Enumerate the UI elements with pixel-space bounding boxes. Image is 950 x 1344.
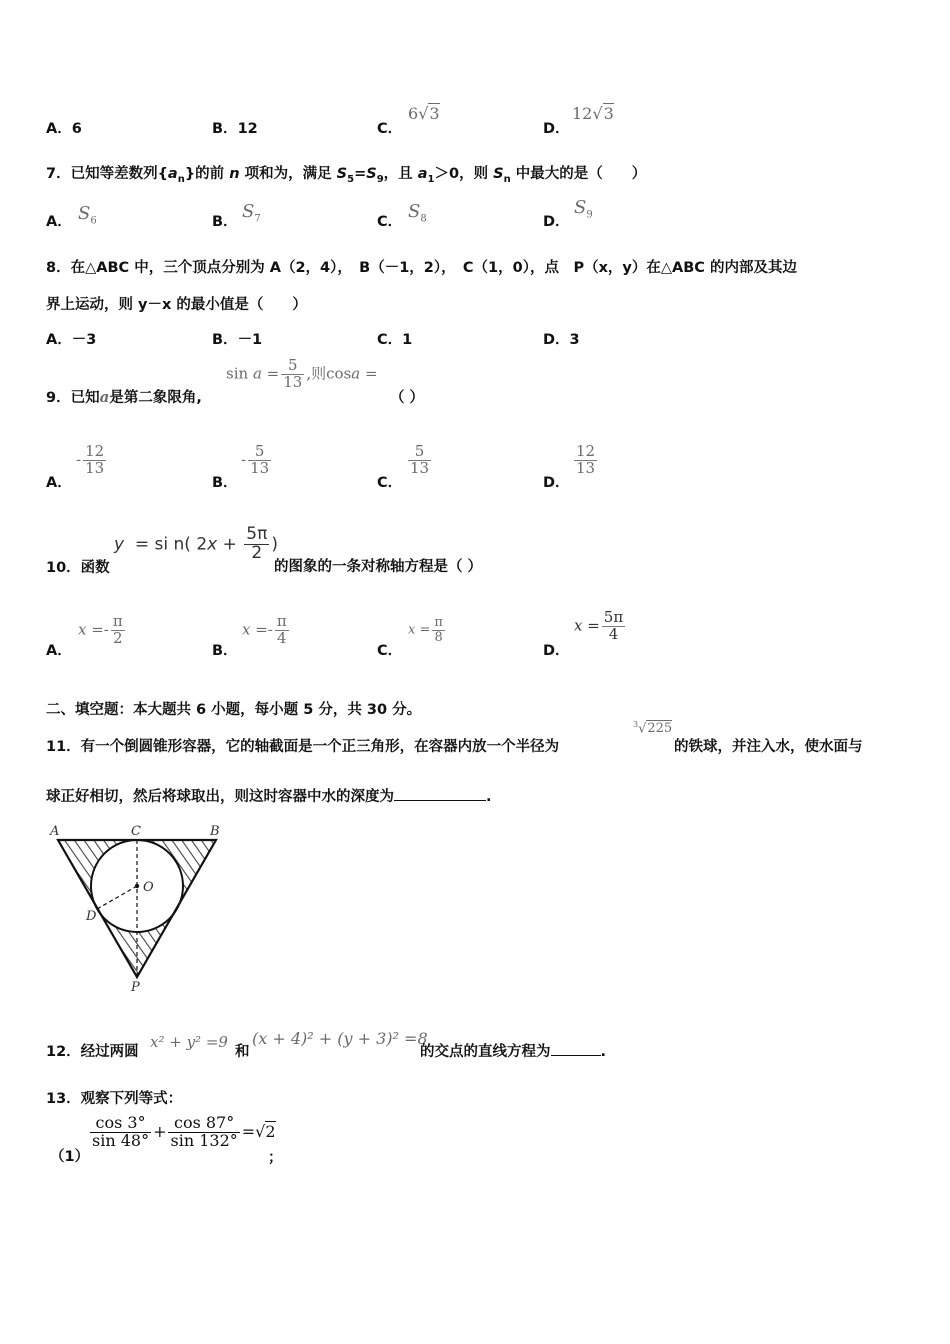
q8-option-c: C．1 — [377, 332, 413, 348]
q8-stem-line2: 界上运动，则 y－x 的最小值是（ ） — [46, 297, 307, 313]
q10-option-b-label: B． — [212, 643, 238, 659]
q13-equation-1: $\frac{\cos 3^\circ}{\sin 48^\circ}$ + $\frac{\cos 87^\circ}{\sin 132^\circ}$ =√2 — [92, 1113, 276, 1150]
label-D: D — [86, 909, 97, 924]
q10-option-c-label: C． — [377, 643, 403, 659]
q11-line1-a: 11．有一个倒圆锥形容器，它的轴截面是一个正三角形，在容器内放一个半径为 — [46, 739, 560, 755]
q6-option-d-label: D． — [543, 121, 570, 137]
q7-option-a-label: A． — [46, 214, 72, 230]
q10-option-a-label: A． — [46, 643, 72, 659]
center-point — [135, 884, 139, 888]
q13-item-1: （1） — [50, 1149, 90, 1165]
q10-prefix: 10．函数 — [46, 560, 110, 576]
q6-option-c-label: C． — [377, 121, 403, 137]
q6-option-b: B．12 — [212, 121, 258, 137]
q9-option-a: - $\frac{12}{13}$ — [76, 442, 105, 477]
q6-option-a: A．6 — [46, 121, 82, 137]
q10-suffix: 的图象的一条对称轴方程是（ ） — [274, 559, 483, 575]
q6-option-d-value: 12√3 — [572, 104, 614, 123]
q9-stem: 9．已知a是第二象限角, — [46, 388, 202, 406]
label-A: A — [50, 824, 60, 839]
q7-option-b: $S_7$ — [242, 201, 261, 225]
q12-answer-blank[interactable] — [551, 1055, 601, 1056]
q9-option-c-label: C． — [377, 475, 403, 491]
q9-option-b: - $\frac{5}{13}$ — [241, 442, 270, 477]
q7-stem: 7．已知等差数列$\{a_n\}$的前 n 项和为，满足 $S_5=S_9$，且 $a_1>0$，则 $S_n$ 中最大的是（ ） — [46, 166, 647, 185]
q9-option-d: $\frac{12}{13}$ — [576, 442, 596, 477]
q8-option-d: D．3 — [543, 332, 580, 348]
q7-option-b-label: B． — [212, 214, 238, 230]
q10-option-d: x = $\frac{5\pi}{4}$ — [574, 608, 624, 643]
q11-line1-b: 的铁球，并注入水，使水面与 — [674, 739, 863, 755]
q12-suffix: 的交点的直线方程为 . — [420, 1044, 607, 1060]
q9-option-a-label: A． — [46, 475, 72, 491]
q7-option-c: $S_8$ — [408, 201, 427, 225]
q8-option-b: B．－1 — [212, 332, 263, 348]
q11-cone-figure — [40, 820, 240, 998]
q10-function: y = si n( 2x + $\frac{5\pi}{2}$ ) — [114, 524, 278, 563]
section-2-heading: 二、填空题：本大题共 6 小题，每小题 5 分，共 30 分。 — [46, 702, 422, 718]
q7-option-d-label: D． — [543, 214, 570, 230]
label-O: O — [143, 880, 154, 895]
q10-option-c: x = $\frac{\pi}{8}$ — [408, 615, 443, 645]
q12-and: 和 — [235, 1044, 250, 1060]
q9-option-c: $\frac{5}{13}$ — [410, 442, 430, 477]
q9-option-d-label: D． — [543, 475, 570, 491]
label-P: P — [131, 980, 140, 995]
q13-semicolon: ； — [268, 1150, 283, 1166]
q8-stem-line1: 8．在△ABC 中，三个顶点分别为 A（2，4）， B（－1，2）， C（1，0），点 P（x，y）在△ABC 的内部及其边 — [46, 260, 797, 276]
q7-option-a: $S_6$ — [78, 203, 97, 227]
q10-option-b: x =- $\frac{\pi}{4}$ — [242, 612, 287, 647]
q10-option-a: x =- $\frac{\pi}{2}$ — [78, 612, 123, 647]
q9-option-b-label: B． — [212, 475, 238, 491]
q12-circle1: x² + y² =9 — [150, 1033, 228, 1051]
q12-prefix: 12．经过两圆 — [46, 1044, 139, 1060]
q7-option-d: $S_9$ — [574, 197, 593, 221]
q12-circle2: (x + 4)² + (y + 3)² =8 — [252, 1029, 428, 1048]
q10-option-d-label: D． — [543, 643, 570, 659]
q9-paren: （ ） — [390, 390, 425, 406]
label-B: B — [210, 824, 220, 839]
q7-option-c-label: C． — [377, 214, 403, 230]
q6-option-c-value: 6√3 — [408, 104, 440, 123]
q11-answer-blank[interactable] — [394, 800, 486, 801]
q8-option-a: A．－3 — [46, 332, 97, 348]
q13-title: 13．观察下列等式： — [46, 1091, 183, 1107]
q9-formula: sin a = $\frac{5}{13}$ ,则cosa = — [226, 356, 378, 391]
q11-cube-root: $^3$√225 — [633, 720, 673, 737]
q11-line2: 球正好相切，然后将球取出，则这时容器中水的深度为 . — [46, 789, 492, 805]
label-C: C — [131, 824, 141, 839]
